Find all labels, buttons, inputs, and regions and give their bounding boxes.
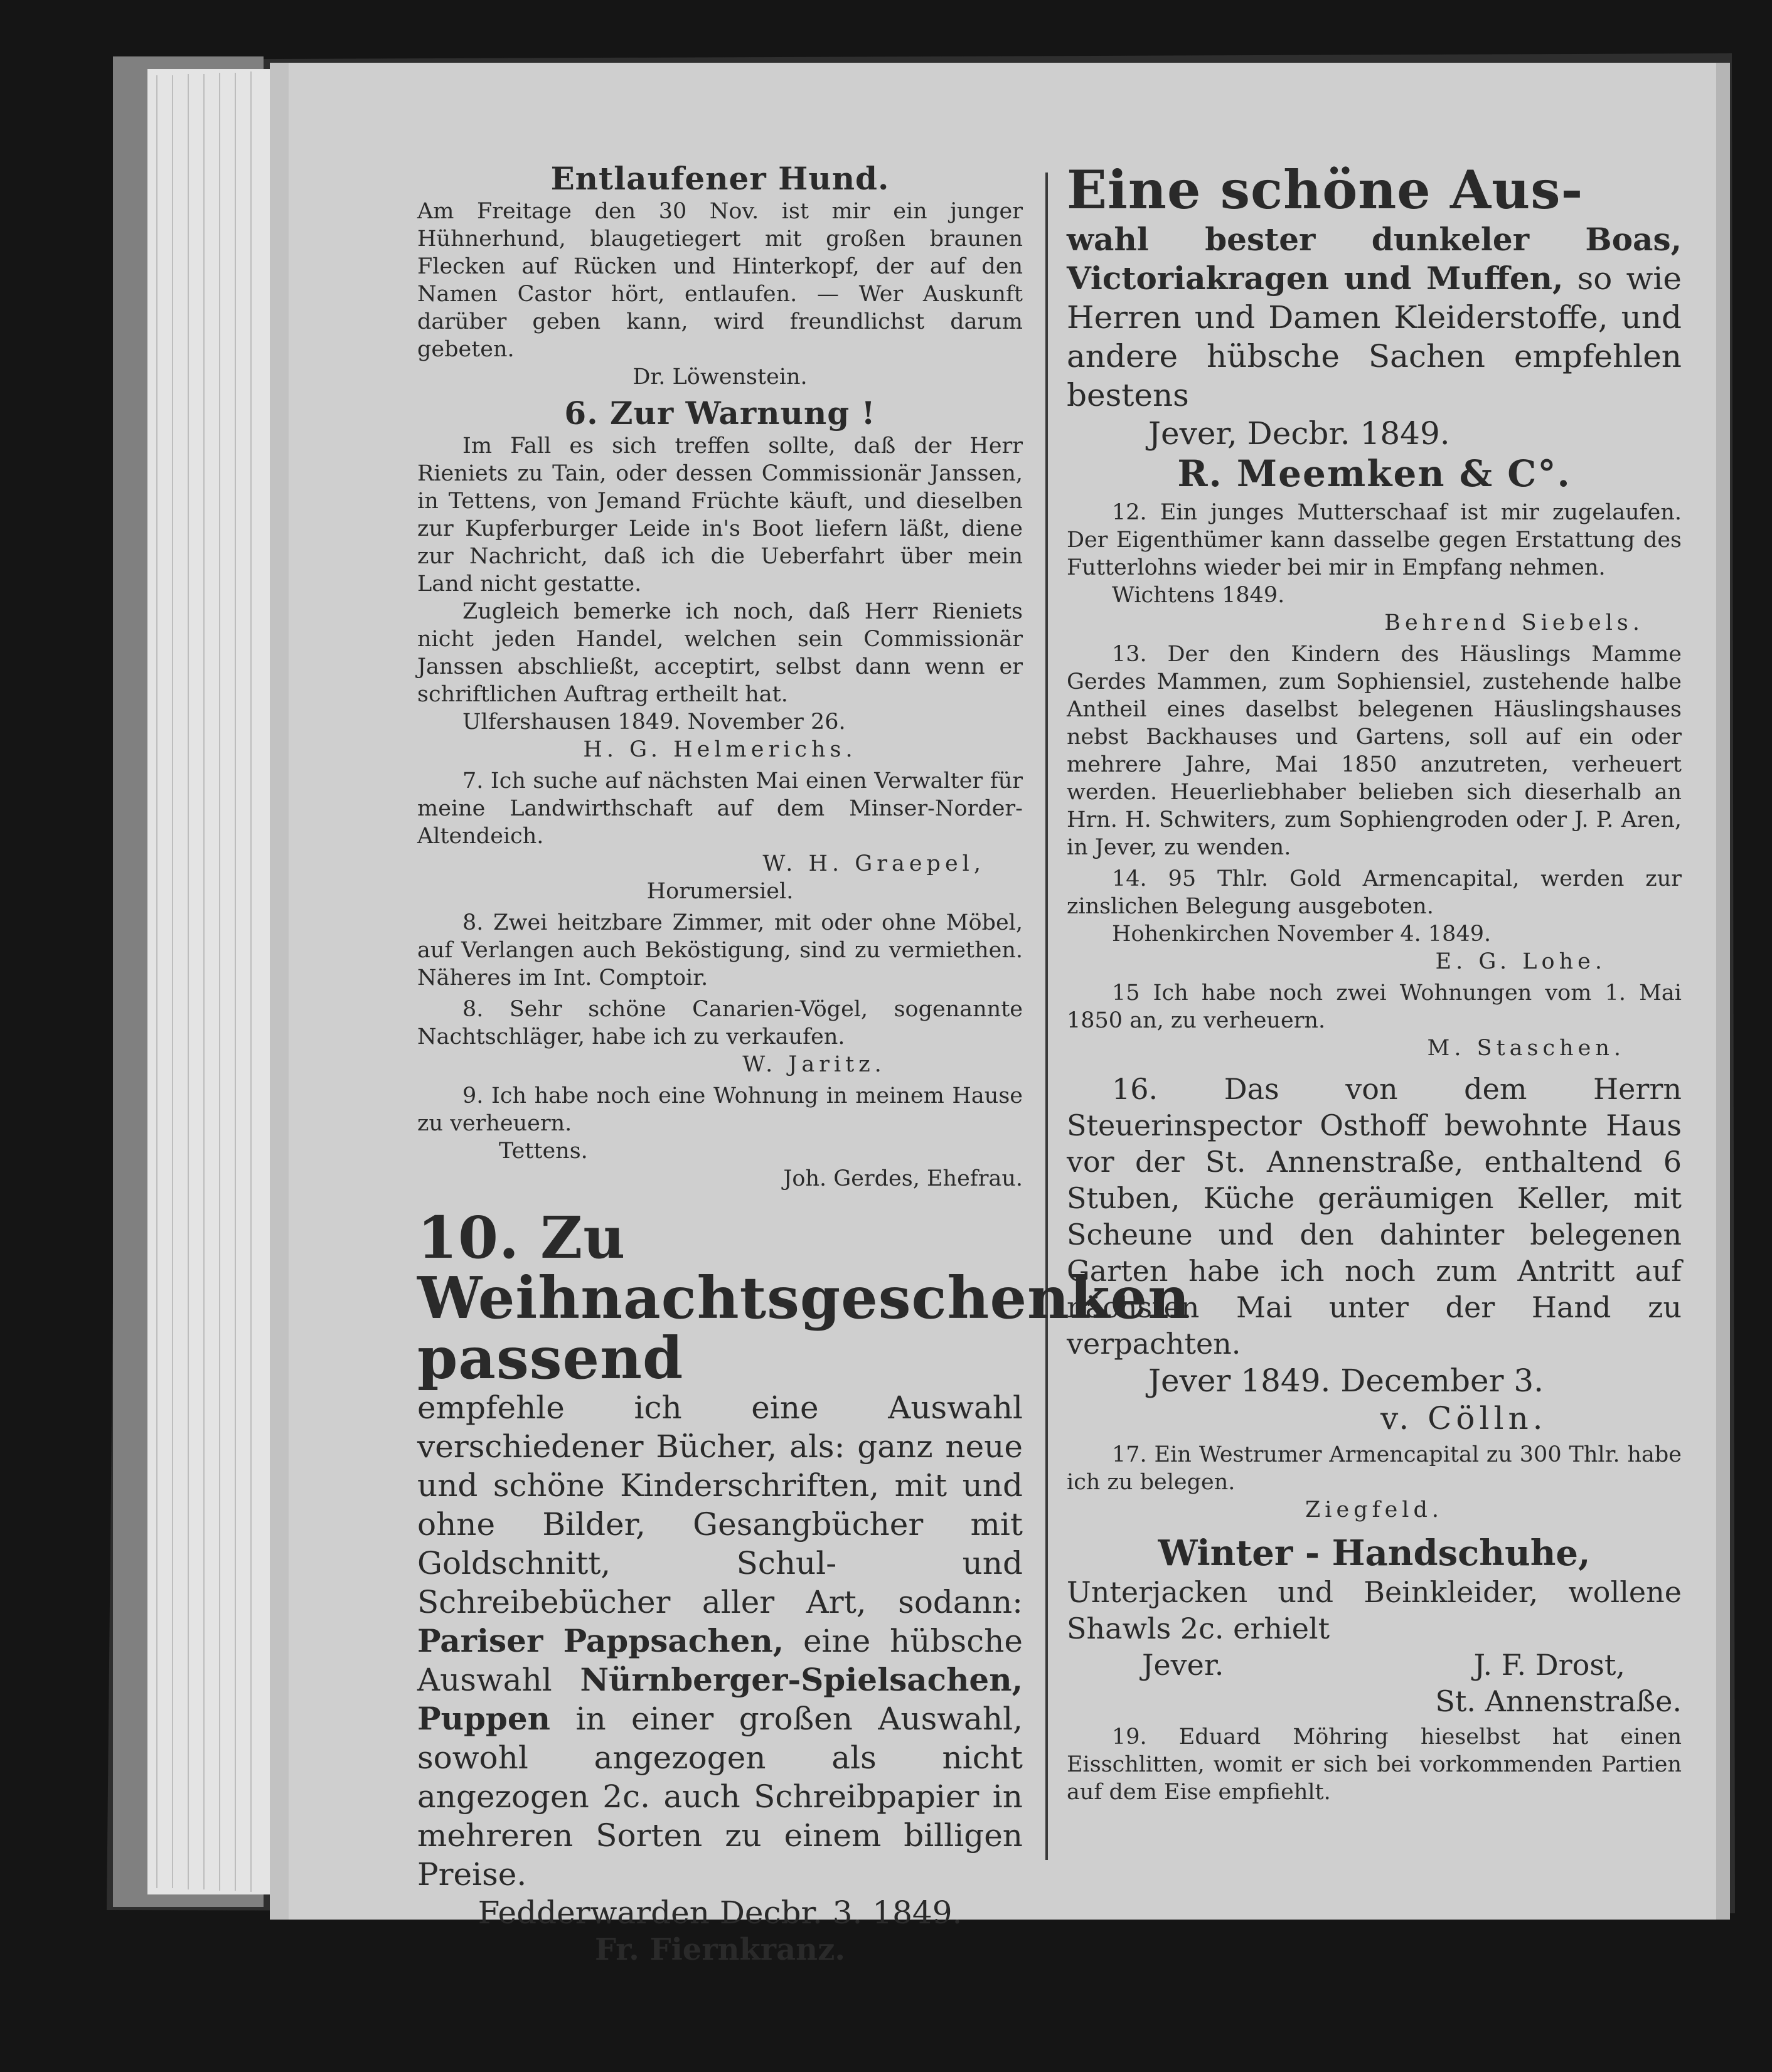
ad-signature: W. H. Graepel, <box>762 851 985 876</box>
ad-body: 12. Ein junges Mutterschaaf ist mir zugelaufen. Der Eigenthümer kann dasselbe gegen Erstattung des Futterlohns wieder bei mir in Empfang nehmen. <box>1067 500 1682 580</box>
ad-body: 15 Ich habe noch zwei Wohnungen vom 1. Mai 1850 an, zu verheuern. <box>1067 980 1682 1033</box>
ad-14 <box>1067 865 1682 975</box>
ad-signature: H. G. Helmerichs. <box>583 737 857 762</box>
ad-signature: Joh. Gerdes, Ehefrau. <box>783 1166 1023 1191</box>
ad-dateline: Ulfershausen 1849. November 26. <box>462 709 846 735</box>
ad-heading: Entlaufener Hund. <box>550 160 890 197</box>
ad-signature: Behrend Siebels. <box>1384 610 1644 635</box>
ad-warning <box>417 395 1023 763</box>
ad-footer <box>1067 1647 1682 1683</box>
ad-heading: 6. Zur Warnung ! <box>564 395 876 432</box>
ad-signature: M. Staschen. <box>1427 1036 1625 1061</box>
ad-place: Horumersiel. <box>646 879 794 904</box>
ad-15 <box>1067 979 1682 1062</box>
ad-body: empfehle ich eine Auswahl verschiedener Bücher, als: ganz neue und schöne Kinderschriften, mit und ohne Bilder, Gesangbücher mit Goldschnitt, Schul- und Schreibebücher aller Art, sodann: Pariser Pappsachen, eine hübsche Auswahl Nürnberger-Spielsachen, Puppen in einer großen Auswahl, sowohl angezogen als nicht angezogen 2c. auch Schreibpapier in mehreren Sorten zu einem billigen Preise. <box>417 1389 1023 1893</box>
ad-8a <box>417 909 1023 992</box>
ad-8b <box>417 996 1023 1078</box>
ad-12 <box>1067 499 1682 637</box>
ad-firm: R. Meemken & C°. <box>1177 452 1571 495</box>
ad-19 <box>1067 1723 1682 1806</box>
ad-signature: Fr. Fiernkranz. <box>594 1932 846 1967</box>
ad-signature: Ziegfeld. <box>1305 1497 1444 1522</box>
ad-dateline: Jever, Decbr. 1849. <box>1148 415 1450 452</box>
ad-body: Am Freitage den 30 Nov. ist mir ein junger Hühnerhund, blaugetiegert mit großen braunen Flecken auf Rücken und Hinterkopf, der auf den Namen Castor hört, entlaufen. — Wer Auskunft darüber geben kann, wird freundlichst darum gebeten. <box>417 199 1023 362</box>
ad-body: 14. 95 Thlr. Gold Armencapital, werden zur zinslichen Belegung ausgeboten. <box>1067 866 1682 919</box>
ad-body: Zugleich bemerke ich noch, daß Herr Rieniets nicht jeden Handel, welchen sein Commissionär Janssen abschließt, acceptirt, selbst dann wenn er schriftlichen Auftrag ertheilt hat. <box>417 599 1023 707</box>
ad-signature: Dr. Löwenstein. <box>632 364 808 390</box>
ad-body: 17. Ein Westrumer Armencapital zu 300 Thlr. habe ich zu belegen. <box>1067 1442 1682 1495</box>
ad-13 <box>1067 640 1682 861</box>
ad-body: 8. Sehr schöne Canarien-Vögel, sogenannte Nachtschläger, habe ich zu verkaufen. <box>417 997 1023 1049</box>
ad-dateline: Jever 1849. December 3. <box>1148 1363 1544 1399</box>
ad-heading: 10. Zu Weihnachtsgeschenken passend <box>417 1204 1191 1392</box>
ad-16 <box>1067 1071 1682 1437</box>
ad-signature: E. G. Lohe. <box>1435 949 1606 974</box>
ad-7 <box>417 767 1023 905</box>
ad-dateline: Fedderwarden Decbr. 3. 1849. <box>478 1894 963 1931</box>
ad-body: 19. Eduard Möhring hieselbst hat einen Eisschlitten, womit er sich bei vorkommenden Partien auf dem Eise empfiehlt. <box>1067 1724 1682 1805</box>
ad-body: 13. Der den Kindern des Häuslings Mamme Gerdes Mammen, zum Sophiensiel, zustehende halbe Antheil eines daselbst belegenen Häuslingshauses nebst Backhauses und Gartens, soll auf ein oder mehrere Jahre, Mai 1850 anzutreten, verheuert werden. Heuerliebhaber belieben sich dieserhalb an Hrn. H. Schwiters, zum Sophiengroden oder J. P. Aren, in Jever, zu wenden. <box>1067 642 1682 860</box>
ad-9 <box>417 1082 1023 1193</box>
ad-winter-gloves <box>1067 1533 1682 1719</box>
ad-signature: v. Cölln. <box>1380 1400 1547 1437</box>
ad-firm: J. F. Drost, <box>1473 1648 1625 1682</box>
ad-place: Jever. <box>1142 1648 1224 1682</box>
ad-street: St. Annenstraße. <box>1435 1684 1682 1718</box>
ad-body: Im Fall es sich treffen sollte, daß der Herr Rieniets zu Tain, oder dessen Commissionär Janssen, in Tettens, von Jemand Früchte käuft, und dieselben zur Kupferburger Leide in's Boot liefern läßt, diene zur Nachricht, daß ich die Ueberfahrt über mein Land nicht gestatte. <box>417 433 1023 597</box>
ad-signature: W. Jaritz. <box>742 1052 886 1077</box>
ad-body: 8. Zwei heitzbare Zimmer, mit oder ohne Möbel, auf Verlangen auch Beköstigung, sind zu vermiethen. Näheres im Int. Comptoir. <box>417 910 1023 991</box>
ad-boas <box>1067 160 1682 495</box>
ad-lost-dog <box>417 160 1023 391</box>
ad-dateline: Hohenkirchen November 4. 1849. <box>1112 922 1492 947</box>
ad-place: Wichtens 1849. <box>1112 583 1285 608</box>
ad-body: 9. Ich habe noch eine Wohnung in meinem Hause zu verheuern. <box>417 1083 1023 1136</box>
ad-heading: Winter - Handschuhe, <box>1158 1533 1591 1574</box>
ad-place: Tettens. <box>499 1139 588 1164</box>
ad-body: 16. Das von dem Herrn Steuerinspector Osthoff bewohnte Haus vor der St. Annenstraße, enthaltend 6 Stuben, Küche geräumigen Keller, mit Scheune und den dahinter belegenen Garten habe ich noch zum Antritt auf nächsten Mai unter der Hand zu verpachten. <box>1067 1072 1682 1361</box>
ad-heading: Eine schöne Aus- <box>1067 159 1584 221</box>
ad-body: wahl bester dunkeler Boas, Victoriakragen und Muffen, so wie Herren und Damen Kleiderstoffe, und andere hübsche Sachen empfehlen bestens <box>1067 221 1682 413</box>
ad-body: Unterjacken und Beinkleider, wollene Shawls 2c. erhielt <box>1067 1575 1682 1645</box>
ad-body: 7. Ich suche auf nächsten Mai einen Verwalter für meine Landwirthschaft auf dem Minser-Norder-Altendeich. <box>417 768 1023 849</box>
ad-17 <box>1067 1441 1682 1524</box>
right-column <box>1067 160 1682 1810</box>
